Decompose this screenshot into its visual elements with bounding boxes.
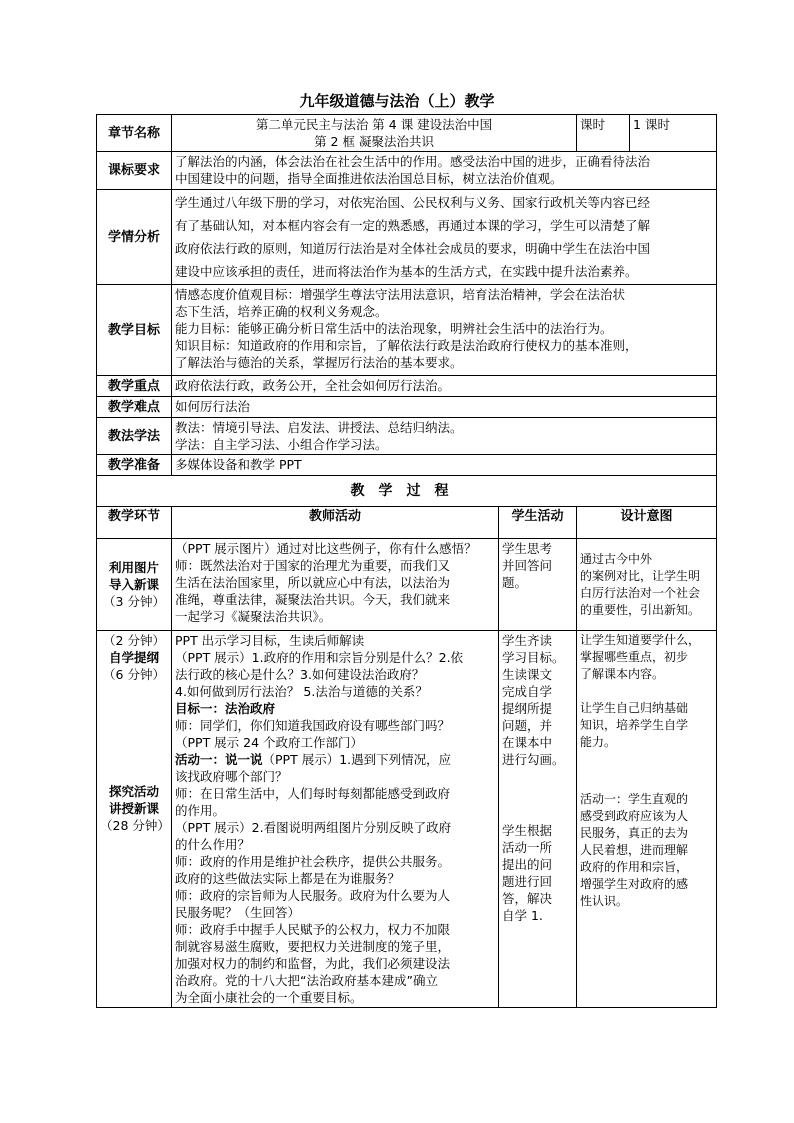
text-line: 感受到政府应该为人 bbox=[580, 809, 689, 823]
text-line: 性认识。 bbox=[580, 894, 629, 908]
standard-row bbox=[97, 152, 717, 190]
stage-line: 自学提纲 bbox=[108, 650, 159, 665]
text-line: （PPT 展示图片）通过对比这些例子，你有什么感悟？ bbox=[175, 541, 477, 556]
text-line: 了解课本内容。 bbox=[580, 667, 665, 681]
stage-line: 导入新课 bbox=[108, 577, 159, 592]
stage-line: 利用图片 bbox=[108, 560, 159, 575]
stage-line: 探究活动 bbox=[108, 784, 159, 799]
stage-time: （6 分钟） bbox=[103, 667, 165, 682]
text-line: 通过古今中外 bbox=[580, 551, 653, 566]
key-row bbox=[97, 376, 717, 397]
text-line: 学生根据 bbox=[502, 823, 553, 838]
analysis-row bbox=[97, 190, 717, 285]
teacher-line: 师：在日常生活中，人们每时每刻都能感受到政府 bbox=[175, 786, 451, 801]
student-activity-b bbox=[502, 822, 573, 924]
text-line: 准绳，尊重法律，凝聚法治共识。今天，我们就来 bbox=[175, 592, 451, 607]
difficulty-row bbox=[97, 397, 717, 418]
text-line: 提出的问 bbox=[502, 857, 553, 872]
text-line: 教法：情境引导法、启发法、讲授法、总结归纳法。 bbox=[175, 420, 463, 435]
process-header-row bbox=[97, 507, 717, 539]
text-line: 让学生知道要学什么， bbox=[580, 633, 701, 647]
chapter-line: 第二单元民主与法治 第 4 课 建设法治中国 bbox=[255, 117, 493, 132]
text-line: 政府的作用和宗旨， bbox=[580, 860, 689, 874]
key-label: 教学重点 bbox=[97, 376, 172, 397]
key-text: 政府依法行政，政务公开，全社会如何厉行法治。 bbox=[172, 376, 717, 397]
teacher-activity-line bbox=[175, 751, 495, 768]
text-line: 有了基础认知，对本框内容会有一定的熟悉感，再通过本课的学习，学生可以清楚了解 bbox=[175, 218, 651, 233]
text-line: 题。 bbox=[502, 575, 528, 590]
teacher-line: PPT 出示学习目标，生读后师解读 bbox=[175, 633, 365, 648]
teacher-line: 师：政府的作用是维护社会秩序，提供公共服务。 bbox=[175, 854, 451, 869]
text-line: 学法：自主学习法、小组合作学习法。 bbox=[175, 437, 388, 452]
text-line: 态下生活，培养正确的权利义务观念。 bbox=[175, 304, 388, 319]
teacher-line: （PPT 展示 24 个政府工作部门） bbox=[175, 735, 364, 750]
process-row-main bbox=[97, 631, 717, 1008]
text-line: 白厉行法治对一个社会 bbox=[580, 585, 701, 600]
chapter-label: 章节名称 bbox=[97, 115, 172, 152]
teacher-line: （PPT 展示）1.政府的作用和宗旨分别是什么？2.依 bbox=[175, 650, 464, 665]
stage-main bbox=[97, 631, 172, 1008]
student-activity-intro bbox=[499, 539, 577, 631]
text-line: 了解法治与德治的关系，掌握厉行法治的基本要求。 bbox=[175, 355, 463, 370]
text-line: 提纲所提 bbox=[502, 701, 553, 716]
teacher-line: （PPT 展示）2.看图说明两组图片分别反映了政府 bbox=[175, 820, 452, 835]
text-line: 中国建设中的问题，指导全面推进依法治国总目标，树立法治价值观。 bbox=[175, 171, 563, 186]
text-line: 生读课文 bbox=[502, 667, 553, 682]
teacher-line: 4.如何做到厉行法治？ 5.法治与道德的关系？ bbox=[175, 684, 428, 699]
text-line: 在课本中 bbox=[502, 735, 553, 750]
text-line: 了解法治的内涵，体会法治在社会生活中的作用。感受法治中国的进步，正确看待法治 bbox=[175, 154, 651, 169]
text-line: 问题，并 bbox=[502, 718, 553, 733]
text-line: 知识目标：知道政府的作用和宗旨，了解依法行政是法治政府行使权力的基本准则， bbox=[175, 338, 638, 353]
methods-row bbox=[97, 418, 717, 455]
teacher-line: 的什么作用？ bbox=[175, 837, 251, 852]
stage-time: （2 分钟） bbox=[103, 633, 165, 648]
period-value: 1 课时 bbox=[630, 115, 717, 152]
chapter-line: 第 2 框 凝聚法治共识 bbox=[314, 134, 434, 149]
text-line: 情感态度价值观目标：增强学生尊法守法用法意识，培育法治精神，学会在法治状 bbox=[175, 287, 626, 302]
student-activity-a bbox=[502, 632, 573, 768]
text-line: 增强学生对政府的感 bbox=[580, 877, 689, 891]
text-line: 学生齐读 bbox=[502, 633, 553, 648]
student-activity-main bbox=[499, 631, 577, 1008]
design-intent-c bbox=[580, 791, 713, 910]
goals-row bbox=[97, 285, 717, 376]
teacher-line: 政府的这些做法实际上都是在为谁服务？ bbox=[175, 871, 401, 886]
teacher-line: 法行政的核心是什么？3.如何建设法治政府？ bbox=[175, 667, 425, 682]
teacher-activity-main bbox=[172, 631, 499, 1008]
header-intent: 设计意图 bbox=[577, 507, 717, 539]
text-line: 人民着想，进而理解 bbox=[580, 843, 689, 857]
activity-heading: 活动一：说一说 bbox=[175, 752, 263, 767]
teacher-line: 该找政府哪个部门？ bbox=[175, 769, 288, 784]
text-line: 并回答问 bbox=[502, 558, 553, 573]
text-line: 知识，培养学生自学 bbox=[580, 718, 689, 732]
lesson-plan-table bbox=[96, 114, 717, 1008]
difficulty-text: 如何厉行法治 bbox=[172, 397, 717, 418]
text-line: 让学生自己归纳基础 bbox=[580, 701, 689, 715]
process-row-intro bbox=[97, 539, 717, 631]
chapter-row bbox=[97, 115, 717, 152]
teacher-line: 民服务呢？（生回答） bbox=[175, 905, 301, 920]
text-line: 建设中应该承担的责任，进而将法治作为基本的生活方式，在实践中提升法治素养。 bbox=[175, 264, 638, 279]
methods-label: 教法学法 bbox=[97, 418, 172, 455]
text-line: 学生思考 bbox=[502, 541, 553, 556]
process-section-title: 教学过程 bbox=[97, 476, 717, 507]
text-line: 能力目标：能够正确分析日常生活中的法治现象，明辨社会生活中的法治行为。 bbox=[175, 321, 613, 336]
text-line: 的案例对比，让学生明 bbox=[580, 568, 701, 583]
standard-text bbox=[172, 152, 717, 190]
goals-label: 教学目标 bbox=[97, 285, 172, 376]
stage-time: （3 分钟） bbox=[103, 594, 165, 609]
text-line: 完成自学 bbox=[502, 684, 553, 699]
stage-time: （28 分钟） bbox=[100, 818, 170, 833]
teacher-line: （PPT 展示）1.遇到下列情况，应 bbox=[262, 752, 452, 767]
header-stage: 教学环节 bbox=[97, 507, 172, 539]
text-line: 进行勾画。 bbox=[502, 752, 565, 767]
text-line: 自学 1. bbox=[502, 908, 543, 923]
text-line: 的重要性，引出新知。 bbox=[580, 602, 701, 617]
analysis-text bbox=[172, 190, 717, 285]
text-line: 生活在法治国家里，所以就应心中有法，以法治为 bbox=[175, 575, 451, 590]
standard-label: 课标要求 bbox=[97, 152, 172, 190]
design-intent-intro bbox=[577, 539, 717, 631]
prep-text: 多媒体设备和教学 PPT bbox=[172, 455, 717, 476]
teacher-line: 师：同学们，你们知道我国政府设有哪些部门吗？ bbox=[175, 718, 451, 733]
header-student: 学生活动 bbox=[499, 507, 577, 539]
analysis-label: 学情分析 bbox=[97, 190, 172, 285]
text-line: 一起学习《凝聚法治共识》。 bbox=[175, 609, 332, 624]
text-line: 民服务，真正的去为 bbox=[580, 826, 689, 840]
teacher-line: 加强对权力的制约和监督，为此，我们必须建设法 bbox=[175, 956, 451, 971]
design-intent-a bbox=[580, 632, 713, 683]
text-line: 活动一所 bbox=[502, 840, 553, 855]
teacher-line: 的作用。 bbox=[175, 803, 226, 818]
period-label: 课时 bbox=[577, 115, 630, 152]
teacher-line: 师：政府的宗旨师为人民服务。政府为什么要为人 bbox=[175, 888, 451, 903]
stage-line: 讲授新课 bbox=[108, 801, 159, 816]
teacher-line: 师：政府手中握手人民赋予的公权力，权力不加限 bbox=[175, 922, 451, 937]
process-title-row bbox=[97, 476, 717, 507]
design-intent-main bbox=[577, 631, 717, 1008]
text-line: 掌握哪些重点，初步 bbox=[580, 650, 689, 664]
prep-label: 教学准备 bbox=[97, 455, 172, 476]
text-line: 能力。 bbox=[580, 735, 617, 749]
prep-row bbox=[97, 455, 717, 476]
stage-intro bbox=[97, 539, 172, 631]
text-line: 师：既然法治对于国家的治理尤为重要，而我们又 bbox=[175, 558, 451, 573]
header-teacher: 教师活动 bbox=[172, 507, 499, 539]
goals-text bbox=[172, 285, 717, 376]
difficulty-label: 教学难点 bbox=[97, 397, 172, 418]
text-line: 学习目标。 bbox=[502, 650, 565, 665]
text-line: 政府依法行政的原则，知道厉行法治是对全体社会成员的要求，明确中学生在法治中国 bbox=[175, 241, 651, 256]
text-line: 答，解决 bbox=[502, 891, 553, 906]
design-intent-b bbox=[580, 700, 713, 751]
text-line: 学生通过八年级下册的学习，对依宪治国、公民权利与义务、国家行政机关等内容已经 bbox=[175, 195, 651, 210]
teacher-line: 为全面小康社会的一个重要目标。 bbox=[175, 990, 363, 1005]
teacher-line: 制就容易滋生腐败，要把权力关进制度的笼子里， bbox=[175, 939, 451, 954]
teacher-activity-intro bbox=[172, 539, 499, 631]
page-title: 九年级道德与法治（上）教学 bbox=[299, 92, 495, 110]
methods-text bbox=[172, 418, 717, 455]
chapter-value bbox=[172, 115, 577, 152]
text-line: 题进行回 bbox=[502, 874, 553, 889]
teacher-line: 治政府。党的十八大把“法治政府基本建成”确立 bbox=[175, 973, 438, 988]
teacher-goal-heading: 目标一：法治政府 bbox=[175, 701, 276, 716]
text-line: 活动一：学生直观的 bbox=[580, 792, 689, 806]
